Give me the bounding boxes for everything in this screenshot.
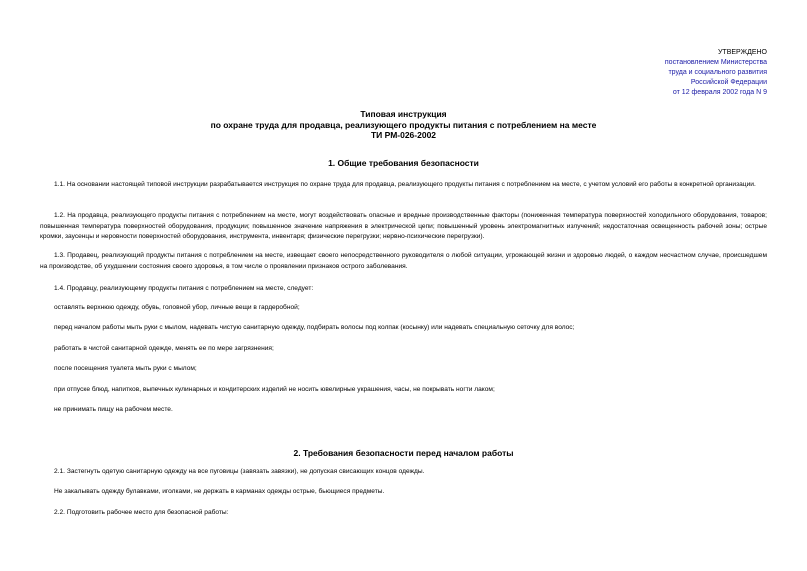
paragraph-1-3: 1.3. Продавец, реализующий продукты питания с потреблением на месте, извещает своего непосредственного руководителя о любой ситуации, угрожающей жизни и здоровью людей, о каждом несчастном случае, происшедшем на производстве, об ухудшении состояния своего здоровья, в том числе о проявлении признаков острого заболевания. — [40, 252, 767, 270]
approval-block — [665, 48, 767, 98]
paragraph-1-2: 1.2. На продавца, реализующего продукты питания с потреблением на месте, могут воздействовать опасные и вредные производственные факторы (пониженная температура поверхностей холодильного оборудования, товаров; повышенная температура поверхностей оборудования, продукции; повышенное значение напряжения в электрической цепи; повышенный уровень электромагнитных излучений; недостаточная освещенность рабочей зоны; острые кромки, заусенцы и неровности поверхностей оборудования, инструмента, инвентаря; физические перегрузки; нервно-психические перегрузки). — [40, 212, 767, 240]
list-item-after-toilet: после посещения туалета мыть руки с мылом; — [54, 365, 197, 372]
document-title — [0, 109, 807, 141]
approval-decree-link[interactable]: постановлением Министерства — [664, 59, 767, 66]
list-item-outerwear: оставлять верхнюю одежду, обувь, головной убор, личные вещи в гардеробной; — [54, 304, 300, 311]
list-item-no-jewelry: при отпуске блюд, напитков, выпечных кулинарных и кондитерских изделий не носить ювелирные украшения, часы, не покрывать ногти лаком; — [54, 386, 495, 393]
paragraph-1-1: 1.1. На основании настоящей типовой инструкции разрабатывается инструкция по охране труда для продавца, реализующего продукты питания с потреблением на месте, с учетом условий его работы в конкретной организации. — [54, 181, 756, 188]
paragraph-1-4: 1.4. Продавцу, реализующему продукты питания с потреблением на месте, следует: — [54, 285, 314, 292]
section-heading-general: 1. Общие требования безопасности — [328, 158, 479, 168]
paragraph-2-1-pins: Не закалывать одежду булавками, иголками, не держать в карманах одежды острые, бьющиеся предметы. — [54, 488, 385, 495]
title-line-1: Типовая инструкция — [360, 109, 447, 119]
approval-heading: УТВЕРЖДЕНО — [717, 49, 767, 56]
list-item-no-eating: не принимать пищу на рабочем месте. — [54, 406, 173, 413]
paragraph-2-1: 2.1. Застегнуть одетую санитарную одежду на все пуговицы (завязать завязки), не допуская свисающих концов одежды. — [54, 468, 425, 475]
section-heading-before-work: 2. Требования безопасности перед началом работы — [293, 448, 514, 458]
paragraph-2-2: 2.2. Подготовить рабочее место для безопасной работы: — [54, 509, 229, 516]
list-item-clean-clothing: работать в чистой санитарной одежде, менять ее по мере загрязнения; — [54, 345, 274, 352]
approval-federation-link[interactable]: Российской Федерации — [690, 79, 767, 86]
title-line-3: ТИ РМ-026-2002 — [370, 130, 437, 140]
approval-date-link[interactable]: от 12 февраля 2002 года N 9 — [672, 89, 767, 96]
title-line-2: по охране труда для продавца, реализующего продукты питания с потреблением на месте — [210, 119, 597, 130]
list-item-wash-hands-start: перед началом работы мыть руки с мылом, надевать чистую санитарную одежду, подбирать волосы под колпак (косынку) или надевать специальную сеточку для волос; — [54, 324, 575, 331]
approval-ministry-link[interactable]: труда и социального развития — [668, 69, 767, 76]
